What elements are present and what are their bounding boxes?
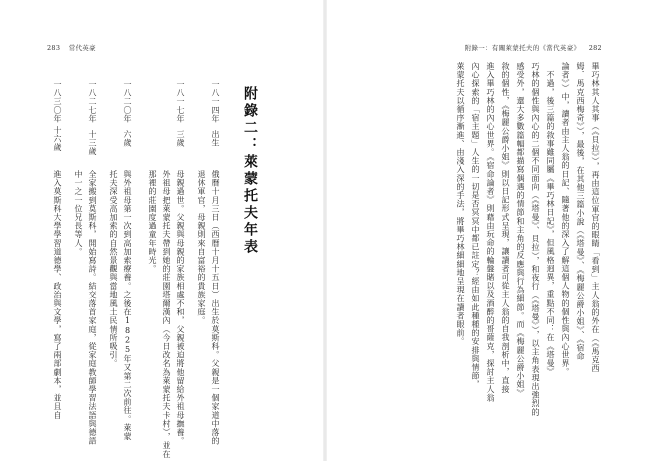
book-gutter (323, 0, 327, 461)
chronology-event: 十三歲 (88, 130, 97, 156)
chronology-title: 附錄二：萊蒙托夫年表 (242, 86, 258, 256)
chronology-text: 中一之一位兄長等人。 (74, 170, 83, 256)
chronology-year: 一八二七年 (88, 80, 97, 123)
right-page-number: 282 (588, 44, 602, 52)
essay-column: 萊蒙托夫以循序漸進、由淺入深的手法，將畢巧林細細地呈現在讀者眼前。 (456, 62, 465, 346)
essay-column: 不過，後三篇的敘事雖同屬《畢巧林日記》，但風格迥異，重點不同：在《塔曼》 (546, 62, 555, 377)
essay-column: 敘的個性，《梅麗公爵小姐》則以日記形式呈現，讓讀者可從主人翁的自我剖析中，直接 (501, 62, 510, 394)
essay-column: 進入畢巧林的內心世界。《宿命論者》則藉由玩命的輪盤賭以及酒醉的哥薩克，探討主人翁 (486, 62, 495, 402)
chronology-text: 退休軍官，母親則來自富裕的貴族家庭。 (197, 170, 206, 325)
chronology-year: 一八一四年 (211, 80, 220, 123)
chronology-text: 那裡的莊園度過童年時光。 (148, 170, 157, 274)
right-running-title: 附錄一：有關萊蒙托夫的《當代英豪》 (464, 44, 581, 52)
essay-column: 感受外，還大多數篇幅都描寫偶遇的情節和主角的反應與行為細節。而《梅麗公爵小姐》 (516, 62, 525, 398)
chronology-text: 母親過世。父親與母親的家族相處不和，父親被迫將他留給外祖母撫養。 (176, 170, 185, 446)
chronology-text: 外祖母把萊蒙托夫帶到她的莊園塔爾漢內（今日改名為萊蒙托夫卡村），並在 (162, 170, 171, 459)
chronology-text: 與外祖母第一次到高加索療養。之後在1825年又第二次前往。萊蒙 (123, 170, 132, 441)
left-running-title: 常代英豪 (68, 44, 96, 52)
chronology-year: 一八三〇年 (53, 80, 62, 123)
chronology-text: 全家搬到莫斯科，開始寫詩。結交落首家庭，從家庭教師學習法語與德語 (88, 170, 97, 446)
essay-column: 姆．馬克西梅奇》），最後，在其他三篇小說（《塔曼》、《梅麗公爵小姐》、《宿命 (576, 62, 585, 361)
chronology-event: 三歲 (176, 130, 185, 148)
chronology-text: 俄曆十月三日（西曆十月十五日）出生於莫斯科。父親是一個家道中落的 (211, 170, 220, 446)
chronology-year: 一八一七年 (176, 80, 185, 123)
essay-column: 巧林的個性與內心的二個不同面向（《塔曼》、貝拉），和夜行（《塔曼》），以主角表現出強烈的 (531, 62, 540, 417)
left-running-header (41, 43, 96, 52)
right-running-header (465, 43, 608, 52)
chronology-event: 六歲 (123, 130, 132, 148)
essay-column: 畢巧林其人其事（《貝拉》），再由這位軍官的眼睛「看到」主人翁的外在（《馬克西 (591, 62, 600, 373)
chronology-event: 十六歲 (53, 126, 62, 152)
chronology-text: 進入莫斯科大學學習道德學、政治與文學，寫了兩部劇本，並且自 (53, 170, 62, 420)
essay-column: 論者》）中，讀者由主人翁的日記、隨著他的深入了解這個人物的個性與內心世界。 (561, 62, 570, 377)
chronology-event: 出生 (211, 130, 220, 148)
chronology-text: 托夫深受高加索的自然景觀與當地風土民情所吸引。 (109, 170, 118, 368)
essay-column: 內心探索的「宿主題」人生的一切是否冥冥中都已註定？經由如此種種的安排與情節， (471, 62, 480, 389)
left-page-number: 283 (47, 44, 61, 52)
chronology-year: 一八二〇年 (123, 80, 132, 123)
